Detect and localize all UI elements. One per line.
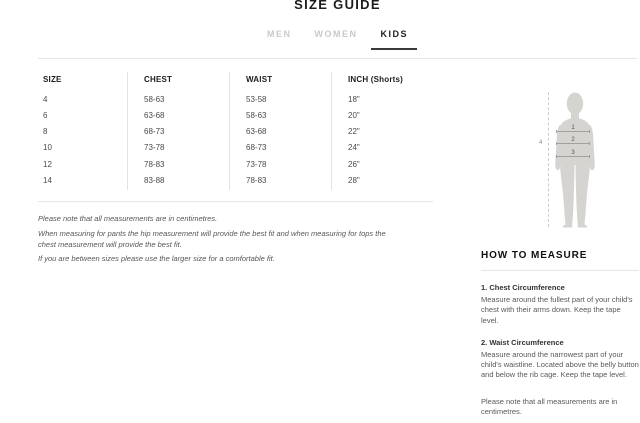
waist-marker-label: 2	[571, 137, 575, 143]
hip-measure-line	[556, 150, 590, 157]
chest-marker-label: 1	[571, 125, 575, 131]
hip-marker-label: 3	[571, 150, 575, 156]
table-cell-inch: 24"	[348, 143, 360, 153]
table-cell-size: 14	[38, 173, 128, 189]
chest-measure-line	[556, 125, 590, 132]
note-between-sizes: If you are between sizes please use the larger size for a comfortable fit.	[38, 254, 275, 263]
table-cell-waist: 78-83	[230, 173, 332, 189]
col-header-waist: WAIST	[230, 72, 332, 92]
how-to-measure-section	[481, 250, 639, 417]
tab-kids[interactable]: KIDS	[371, 29, 417, 50]
table-cell-inch: 18"	[348, 94, 360, 104]
table-cell-waist: 53-58	[230, 92, 332, 108]
table-cell-inch: 28"	[348, 175, 360, 185]
child-silhouette-diagram	[538, 90, 602, 230]
waist-measure-line	[556, 137, 590, 144]
tab-men[interactable]: MEN	[266, 29, 292, 39]
how-to-measure-title: HOW TO MEASURE	[481, 250, 639, 271]
table-cell-size: 4	[38, 92, 128, 108]
table-cell-waist: 73-78	[230, 157, 332, 173]
col-header-size: SIZE	[38, 72, 128, 92]
col-header-inch: INCH (Shorts)	[348, 75, 404, 84]
size-table	[38, 72, 433, 190]
table-cell-chest: 73-78	[128, 141, 230, 157]
note-best-fit: When measuring for pants the hip measurement will provide the best fit and when measuring for tops the chest measurement will provide the best fit.	[38, 228, 386, 249]
table-cell-chest: 68-73	[128, 125, 230, 141]
table-cell-size: 10	[38, 141, 128, 157]
table-cell-waist: 63-68	[230, 125, 332, 141]
height-dashed-line	[548, 92, 549, 227]
tabs-divider	[38, 58, 637, 59]
child-body-silhouette-icon	[552, 91, 598, 228]
col-header-chest: CHEST	[128, 72, 230, 92]
chest-circumference-body: Measure around the fullest part of your child's chest with their arms down. Keep the tape level.	[481, 295, 633, 325]
chest-circumference-heading: 1. Chest Circumference	[481, 283, 565, 292]
page-title: SIZE GUIDE	[294, 0, 381, 12]
table-cell-inch: 20"	[348, 110, 360, 120]
table-cell-size: 8	[38, 125, 128, 141]
height-marker-label: 4	[539, 140, 543, 146]
how-to-measure-note: Please note that all measurements are in centimetres.	[481, 396, 618, 417]
table-cell-waist: 58-63	[230, 108, 332, 124]
table-cell-size: 12	[38, 157, 128, 173]
waist-circumference-heading: 2. Waist Circumference	[481, 337, 564, 347]
table-cell-chest: 83-88	[128, 173, 230, 189]
waist-circumference-body: Measure around the narrowest part of your child's waistline. Located above the belly button and below the rib cage. Keep the tape level.	[481, 349, 639, 380]
note-centimetres: Please note that all measurements are in centimetres.	[38, 214, 218, 223]
gender-tabs	[38, 29, 637, 50]
table-cell-chest: 78-83	[128, 157, 230, 173]
measurement-notes	[38, 213, 394, 268]
table-cell-chest: 58-63	[128, 92, 230, 108]
table-cell-inch: 22"	[348, 127, 360, 137]
table-cell-waist: 68-73	[230, 141, 332, 157]
table-bottom-divider	[38, 201, 433, 202]
tab-women[interactable]: WOMEN	[314, 29, 358, 39]
table-cell-size: 6	[38, 108, 128, 124]
table-cell-chest: 63-68	[128, 108, 230, 124]
table-cell-inch: 26"	[348, 159, 360, 169]
